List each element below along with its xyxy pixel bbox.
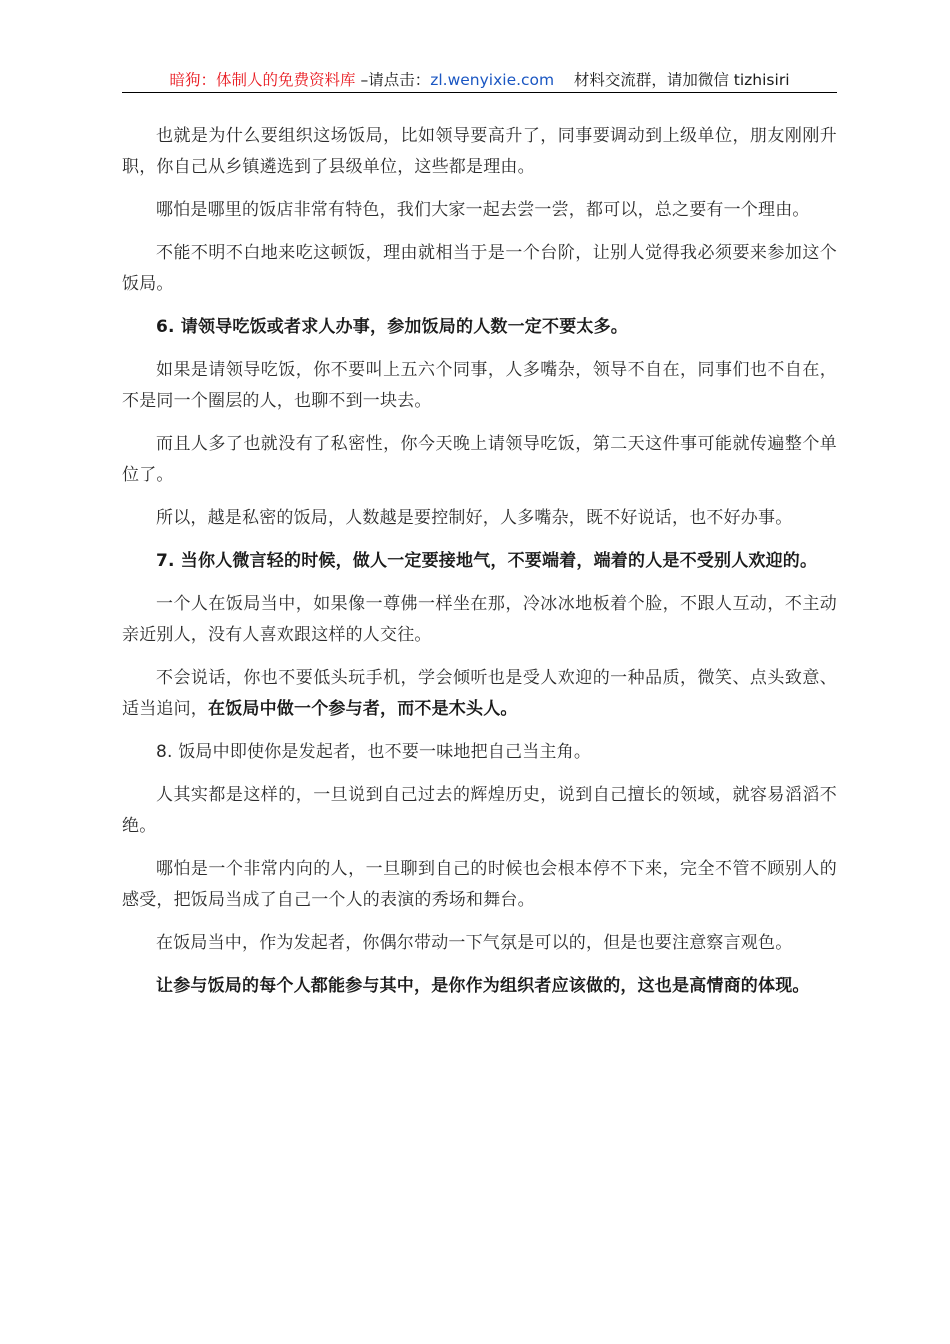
- paragraph: 而且人多了也就没有了私密性，你今天晚上请领导吃饭，第二天这件事可能就传遍整个单位了。: [122, 434, 837, 485]
- header-brand: 暗狗：体制人的免费资料库: [169, 71, 356, 89]
- document-body: [122, 121, 837, 1014]
- paragraph: 哪怕是一个非常内向的人，一旦聊到自己的时候也会根本停不下来，完全不管不顾别人的感受，把饭局当成了自己一个人的表演的秀场和舞台。: [122, 859, 837, 910]
- paragraph: 哪怕是哪里的饭店非常有特色，我们大家一起去尝一尝，都可以，总之要有一个理由。: [156, 200, 810, 220]
- section-heading: 6. 请领导吃饭或者求人办事，参加饭局的人数一定不要太多。: [156, 317, 629, 337]
- paragraph: 人其实都是这样的，一旦说到自己过去的辉煌历史，说到自己擅长的领域，就容易滔滔不绝。: [122, 785, 837, 836]
- paragraph: [122, 663, 837, 725]
- paragraph-text: 不会说话，你也不要低头玩手机，学会倾听也是受人欢迎的一种品质，微笑、点头致意、适当追问，: [122, 668, 837, 719]
- page-header: [122, 68, 837, 93]
- section-heading: 8. 饭局中即使你是发起者，也不要一味地把自己当主角。: [156, 742, 592, 762]
- paragraph: 也就是为什么要组织这场饭局，比如领导要高升了，同事要调动到上级单位，朋友刚刚升职，你自己从乡镇遴选到了县级单位，这些都是理由。: [122, 126, 837, 177]
- conclusion-paragraph: 让参与饭局的每个人都能参与其中，是你作为组织者应该做的，这也是高情商的体现。: [156, 976, 810, 996]
- header-click-text: –请点击：: [355, 71, 431, 89]
- header-url-link[interactable]: zl.wenyixie.com: [430, 71, 555, 89]
- paragraph: 在饭局当中，作为发起者，你偶尔带动一下气氛是可以的，但是也要注意察言观色。: [156, 933, 793, 953]
- paragraph: 一个人在饭局当中，如果像一尊佛一样坐在那，冷冰冰地板着个脸，不跟人互动，不主动亲近别人，没有人喜欢跟这样的人交往。: [122, 594, 837, 645]
- section-heading: 7. 当你人微言轻的时候，做人一定要接地气，不要端着，端着的人是不受别人欢迎的。: [156, 551, 818, 571]
- header-group-text: 材料交流群，请加微信 tizhisiri: [573, 71, 790, 89]
- paragraph: 所以，越是私密的饭局，人数越是要控制好，人多嘴杂，既不好说话，也不好办事。: [156, 508, 793, 528]
- paragraph: 如果是请领导吃饭，你不要叫上五六个同事，人多嘴杂，领导不自在，同事们也不自在，不是同一个圈层的人，也聊不到一块去。: [122, 360, 837, 411]
- paragraph-emphasis: 在饭局中做一个参与者，而不是木头人。: [208, 699, 518, 719]
- paragraph: 不能不明不白地来吃这顿饭，理由就相当于是一个台阶，让别人觉得我必须要来参加这个饭局。: [122, 243, 837, 294]
